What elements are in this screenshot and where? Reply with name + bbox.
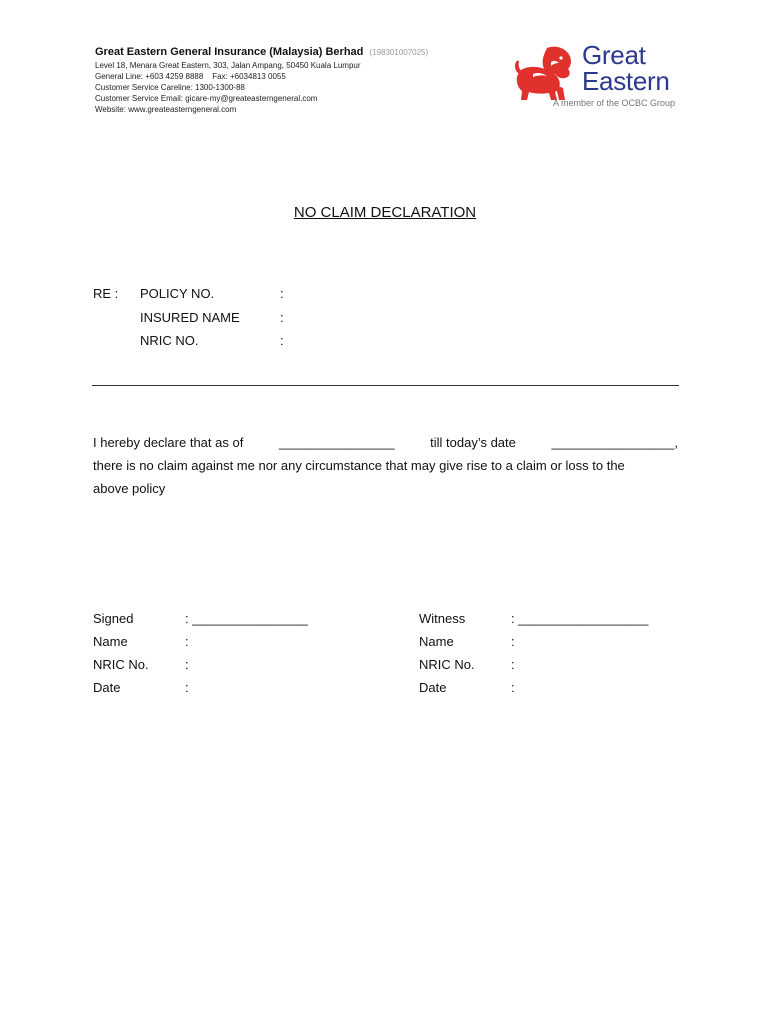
sig-field-nric[interactable]: : [185,657,189,672]
witness-field-signature[interactable]: : __________________ [511,611,649,626]
company-logo [513,40,688,112]
logo-tagline: A member of the OCBC Group [553,98,676,108]
re-field-insured-name: INSURED NAME [140,310,240,325]
declaration-part-2: till today’s date [430,435,516,450]
witness-field-name[interactable]: : [511,634,515,649]
re-colon: : [280,310,284,325]
declaration-part-1: I hereby declare that as of [93,435,244,450]
date-from-blank[interactable]: ________________ [278,435,395,450]
re-colon: : [280,333,284,348]
sig-label-name: Name [93,634,128,649]
witness-label-name: Name [419,634,454,649]
witness-label-witness: Witness [419,611,466,626]
sig-label-nric: NRIC No. [93,657,149,672]
declaration-line-1 [93,431,678,454]
re-colon: : [280,286,284,301]
sig-field-signed[interactable]: : ________________ [185,611,308,626]
re-field-nric-no: NRIC NO. [140,333,199,348]
document-title: NO CLAIM DECLARATION [293,204,477,221]
re-label: RE : [93,286,119,301]
company-email: Customer Service Email: gicare-my@greateasterngeneral.com [95,94,318,103]
logo-wordmark [582,42,670,94]
sig-label-signed: Signed [93,611,134,626]
logo-word-great: Great [582,40,646,70]
declaration-line-2: there is no claim against me nor any circumstance that may give rise to a claim or loss to the [93,458,625,473]
sig-field-name[interactable]: : [185,634,189,649]
company-header [95,45,495,115]
company-name: Great Eastern General Insurance (Malaysia) Berhad [95,46,364,58]
declaration-line-3: above policy [93,481,166,496]
witness-field-date[interactable]: : [511,680,515,695]
witness-label-date: Date [419,680,447,695]
section-divider [92,385,679,386]
company-website: Website: www.greateasterngeneral.com [95,105,237,114]
witness-label-nric: NRIC No. [419,657,475,672]
company-phone-fax: General Line: +603 4259 8888 Fax: +6034813 0055 [95,72,286,81]
company-reg-no: (198301007025) [369,48,429,57]
lion-icon [513,44,577,102]
company-name-line [95,45,495,60]
logo-word-eastern: Eastern [582,66,670,96]
declaration-text [93,431,678,500]
company-careline: Customer Service Careline: 1300-1300-88 [95,83,245,92]
re-field-policy-no: POLICY NO. [140,286,215,301]
sig-label-date: Date [93,680,121,695]
sig-field-date[interactable]: : [185,680,189,695]
company-address: Level 18, Menara Great Eastern, 303, Jalan Ampang, 50450 Kuala Lumpur [95,61,361,70]
date-till-blank[interactable]: _________________, [551,435,678,450]
witness-field-nric[interactable]: : [511,657,515,672]
